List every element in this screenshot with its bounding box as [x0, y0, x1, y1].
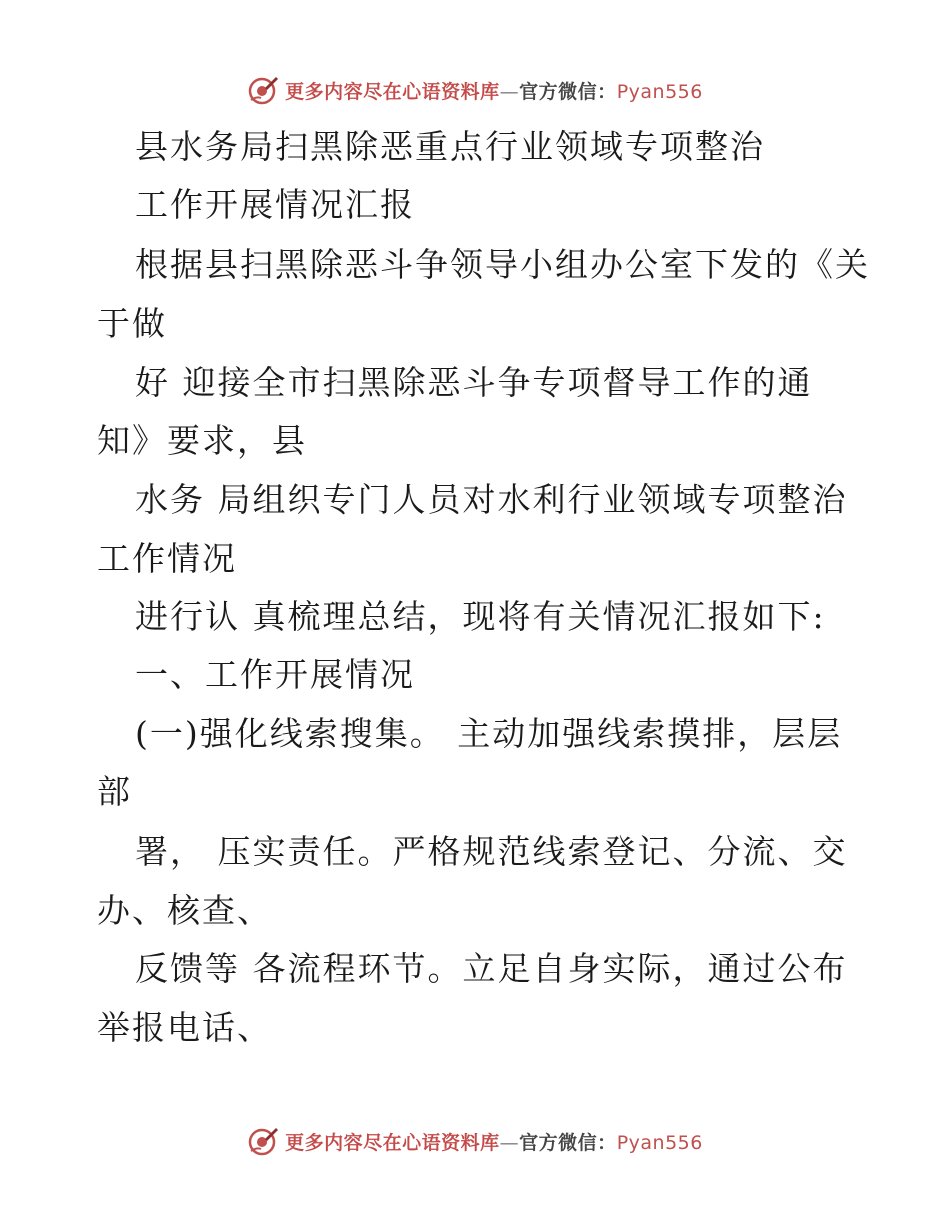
doc-line: 进行认 真梳理总结，现将有关情况汇报如下:	[135, 597, 826, 636]
watermark-dash: —	[499, 1131, 520, 1154]
footer-watermark	[0, 1121, 950, 1161]
doc-line: 工作情况	[97, 539, 237, 578]
doc-title-line-1: 县水务局扫黑除恶重点行业领域专项整治	[135, 127, 765, 166]
watermark-sub: 官方微信：	[519, 1131, 617, 1154]
doc-line: 办、核查、	[97, 891, 272, 930]
doc-section-heading: 一、工作开展情况	[135, 655, 415, 694]
doc-line: 署， 压实责任。严格规范线索登记、分流、交	[135, 832, 848, 871]
doc-line: 好 迎接全市扫黑除恶斗争专项督导工作的通	[135, 363, 813, 402]
pen-logo-icon	[247, 1125, 279, 1157]
doc-line: 反馈等 各流程环节。立足自身实际，通过公布	[135, 949, 848, 988]
watermark-dash: —	[499, 80, 520, 103]
doc-line: 于做	[97, 304, 167, 343]
watermark-main: 更多内容尽在心语资料库	[285, 1131, 500, 1154]
watermark-text	[285, 1128, 703, 1155]
doc-line: 部	[97, 772, 132, 811]
doc-line: 知》要求，县	[97, 421, 307, 460]
doc-title-line-2: 工作开展情况汇报	[135, 185, 415, 224]
watermark-main: 更多内容尽在心语资料库	[285, 80, 500, 103]
doc-line: 举报电话、	[97, 1008, 272, 1047]
watermark-id: Pyan556	[616, 1131, 703, 1154]
watermark-id: Pyan556	[616, 80, 703, 103]
watermark-sub: 官方微信：	[519, 80, 617, 103]
doc-line: 根据县扫黑除恶斗争领导小组办公室下发的《关	[135, 245, 870, 284]
doc-line: (一)强化线索搜集。 主动加强线索摸排，层层	[135, 714, 843, 753]
doc-line: 水务 局组织专门人员对水利行业领域专项整治	[135, 480, 848, 519]
